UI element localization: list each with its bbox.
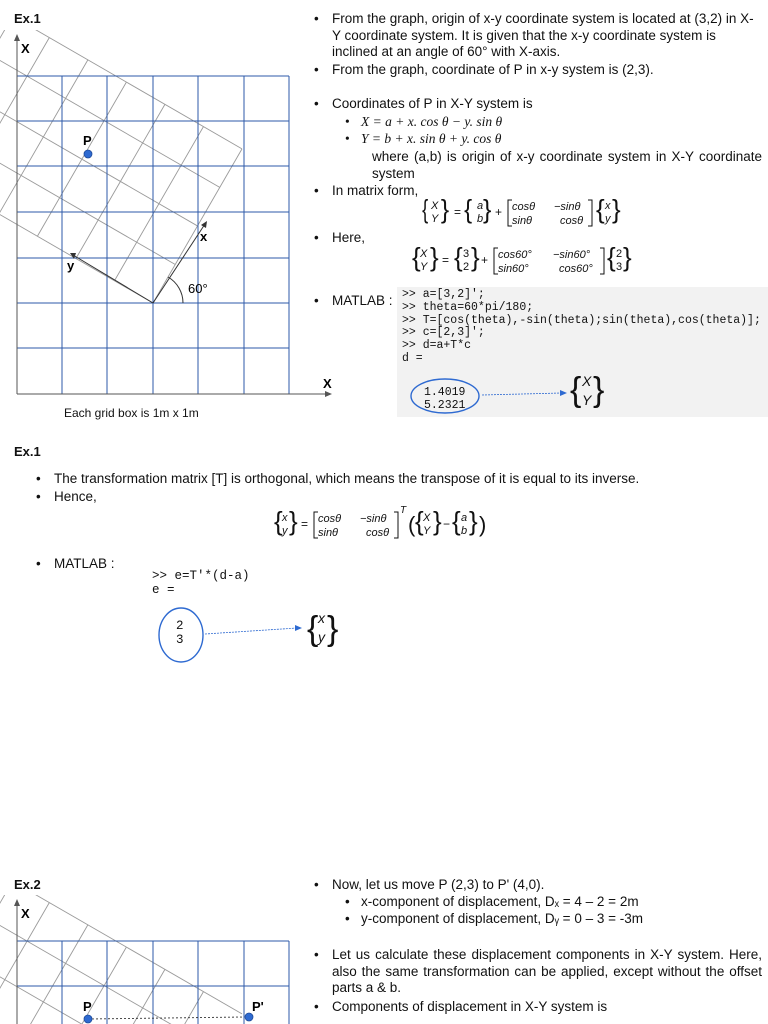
svg-text:cosθ: cosθ: [560, 215, 584, 227]
svg-text:b: b: [477, 213, 484, 225]
equation-Y: • Y = b + x. sin θ + y. cos θ: [345, 131, 502, 146]
svg-text:Y: Y: [582, 392, 592, 408]
bullet-calculate: • Let us calculate these displacement components in X-Y system. Here, also the same transformation can be applied, except without the offset parts a & b.: [314, 947, 762, 995]
displacement-graph: [0, 895, 300, 1024]
axis-label-y: y: [67, 258, 75, 273]
point-p-prime: [245, 1013, 253, 1021]
angle-arc: [168, 277, 183, 303]
equation-X: • X = a + x. cos θ − y. sin θ: [345, 114, 503, 129]
axis-label-X: X: [21, 906, 30, 921]
svg-text:x: x: [318, 610, 325, 626]
bullet-origin: • From the graph, origin of x-y coordinate system is located at (3,2) in X-Y coordinate system. It is given that the x-y coordinate system is inclined at an angle of 60° with X-axis.: [314, 11, 754, 59]
result-annotation: [155, 606, 355, 666]
inverse-equation: [272, 505, 502, 543]
svg-text:X: X: [420, 248, 428, 260]
result-values: 1.4019 5.2321: [424, 386, 466, 412]
svg-text:+: +: [481, 253, 489, 267]
svg-text:cosθ: cosθ: [366, 527, 390, 539]
svg-text:{: {: [452, 506, 461, 536]
matrix-equation: [420, 196, 630, 230]
bullet-coordinate-p: • From the graph, coordinate of P in x-y system is (2,3).: [314, 62, 654, 77]
svg-text:}: }: [593, 371, 605, 409]
svg-text:2: 2: [463, 261, 470, 273]
svg-text:}: }: [433, 506, 442, 536]
grid-caption: Each grid box is 1m x 1m: [64, 406, 199, 420]
svg-text:x: x: [282, 512, 288, 524]
svg-text:{: {: [570, 371, 582, 409]
svg-text:{: {: [464, 196, 473, 225]
svg-text:): ): [479, 512, 487, 537]
svg-text:−: −: [443, 517, 451, 531]
svg-text:{: {: [274, 506, 283, 536]
bullet-coords-xy: • Coordinates of P in X-Y system is: [314, 96, 533, 111]
svg-text:sinθ: sinθ: [512, 215, 533, 227]
svg-text:a: a: [477, 200, 484, 212]
slide-heading: Ex.1: [14, 444, 41, 459]
svg-text:Y: Y: [423, 525, 431, 537]
slide-heading: Ex.1: [14, 11, 41, 26]
point-p: [84, 150, 92, 158]
svg-text:X: X: [582, 373, 592, 389]
matlab-code: >> e=T'*(d-a) e =: [152, 569, 250, 597]
svg-text:}: }: [289, 506, 298, 536]
bullet-matlab: • MATLAB :: [36, 556, 115, 571]
svg-text:3: 3: [616, 261, 623, 273]
svg-text:sinθ: sinθ: [318, 527, 339, 539]
svg-text:3: 3: [463, 248, 470, 260]
bullet-matrix-form: • In matrix form,: [314, 183, 419, 198]
matlab-code: >> a=[3,2]'; >> theta=60*pi/180; >> T=[cos(theta),-sin(theta);sin(theta),cos(theta)]; >> c=[2,3]'; >> d=a+T*c d =: [402, 288, 761, 365]
svg-text:cos60°: cos60°: [559, 263, 593, 275]
bullet-matlab: • MATLAB :: [314, 293, 393, 308]
svg-text:y: y: [318, 629, 325, 645]
svg-text:}: }: [483, 196, 492, 225]
svg-text:}: }: [469, 506, 478, 536]
svg-text:{: {: [596, 196, 605, 224]
svg-text:2: 2: [616, 248, 623, 260]
svg-text:=: =: [442, 253, 450, 267]
svg-text:cos60°: cos60°: [498, 249, 532, 261]
point-p-label: P: [83, 133, 92, 148]
svg-text:−sinθ: −sinθ: [554, 201, 581, 213]
svg-text:y: y: [282, 525, 288, 537]
svg-text:−sinθ: −sinθ: [360, 513, 387, 525]
axis-label-x: x: [200, 229, 208, 244]
svg-text:{: {: [607, 244, 616, 272]
svg-text:b: b: [461, 525, 468, 537]
svg-text:+: +: [495, 205, 503, 219]
svg-text:sin60°: sin60°: [498, 263, 529, 275]
bullet-components: • Components of displacement in X-Y system is: [314, 999, 608, 1014]
svg-text:y: y: [605, 213, 611, 225]
point-p: [84, 1015, 92, 1023]
bullet-hence: • Hence,: [36, 489, 97, 504]
numeric-matrix-equation: [410, 244, 640, 278]
blue-grid: [17, 76, 289, 394]
svg-text:cosθ: cosθ: [512, 201, 536, 213]
svg-text:=: =: [301, 517, 309, 531]
svg-text:}: }: [471, 244, 480, 272]
axis-label-X-horizontal: X: [323, 376, 332, 391]
result-values: 2 3: [176, 619, 184, 647]
svg-text:}: }: [327, 610, 339, 648]
svg-text:−sin60°: −sin60°: [553, 249, 591, 261]
bullet-orthogonal: • The transformation matrix [T] is orthogonal, which means the transpose of it is equal to its inverse.: [36, 471, 640, 486]
coordinate-graph: [0, 30, 340, 420]
svg-text:}: }: [440, 196, 450, 225]
svg-text:}: }: [430, 244, 439, 272]
svg-text:{: {: [415, 506, 424, 536]
angle-label: 60°: [188, 281, 208, 296]
where-note: where (a,b) is origin of x-y coordinate system in X-Y coordinate system: [372, 149, 762, 181]
svg-text:cosθ: cosθ: [318, 513, 342, 525]
svg-text:{: {: [307, 610, 319, 648]
svg-text:x: x: [605, 200, 611, 212]
slide-heading: Ex.2: [14, 877, 41, 892]
point-p-label: P: [83, 999, 92, 1014]
svg-text:Y: Y: [420, 261, 428, 273]
svg-text:{: {: [412, 244, 421, 272]
svg-text:=: =: [454, 205, 462, 219]
svg-text:{: {: [422, 196, 429, 224]
sub-dx: • x-component of displacement, Dₓ = 4 – 2 = 2m: [345, 894, 639, 909]
svg-text:{: {: [454, 244, 463, 272]
svg-text:Y: Y: [431, 213, 439, 225]
svg-text:T: T: [400, 505, 407, 516]
svg-text:}: }: [612, 196, 621, 224]
bullet-move: • Now, let us move P (2,3) to P' (4,0).: [314, 877, 545, 892]
point-p-prime-label: P': [252, 999, 264, 1014]
axis-label-X: X: [21, 41, 30, 56]
bullet-here: • Here,: [314, 230, 366, 245]
svg-text:}: }: [623, 244, 632, 272]
svg-text:X: X: [423, 512, 431, 524]
svg-text:(: (: [408, 512, 416, 537]
svg-text:X: X: [431, 200, 439, 212]
sub-dy: • y-component of displacement, Dᵧ = 0 – 3 = -3m: [345, 911, 643, 926]
svg-text:a: a: [461, 512, 468, 524]
